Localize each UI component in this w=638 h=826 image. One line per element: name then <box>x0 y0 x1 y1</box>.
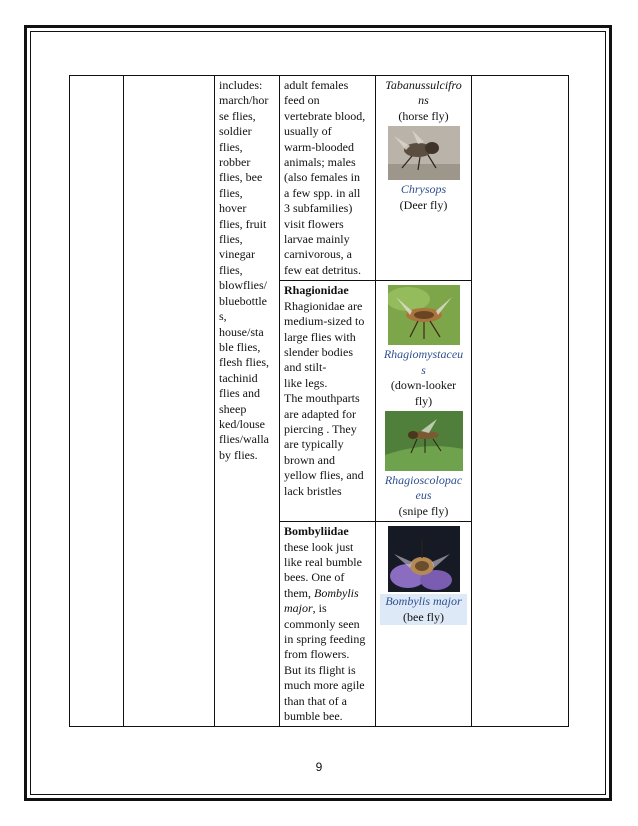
description-line: in spring feeding <box>284 631 366 646</box>
examples-line: robber <box>219 155 251 170</box>
species-name: s <box>421 362 426 377</box>
fly-classification-table <box>69 75 569 727</box>
description-line: and stilt- <box>284 360 327 375</box>
common-name: fly) <box>414 393 433 408</box>
examples-line: s, <box>219 309 227 324</box>
down-looker-fly-photo <box>388 285 460 345</box>
description-text: them, <box>284 585 314 600</box>
description-line: from flowers. <box>284 647 350 662</box>
bombyliidae-description-cell <box>280 522 376 727</box>
description-line: yellow flies, and <box>284 468 364 483</box>
examples-line: ked/louse <box>219 416 265 431</box>
description-line: bees. One of <box>284 570 345 585</box>
description-line: medium-sized to <box>284 314 365 329</box>
examples-cell <box>215 76 280 727</box>
description-line: animals; males <box>284 155 356 170</box>
species-name-inline: Bombylis <box>314 585 359 600</box>
tabanidae-species-cell <box>376 76 472 281</box>
examples-line: bluebottle <box>219 293 267 308</box>
tabanidae-description-cell <box>280 76 376 281</box>
description-line: than that of a <box>284 693 347 708</box>
examples-line: flies, <box>219 262 243 277</box>
examples-line: hover <box>219 201 247 216</box>
examples-line: flies and <box>219 386 260 401</box>
common-name: (snipe fly) <box>398 503 449 518</box>
description-line <box>284 601 371 616</box>
examples-line: includes: <box>219 78 263 92</box>
description-line: these look just <box>284 539 354 554</box>
page-number: 9 <box>315 760 323 774</box>
description-line: But its flight is <box>284 662 356 677</box>
description-line: few eat detritus. <box>284 262 361 277</box>
description-line: The mouthparts <box>284 391 360 406</box>
species-name: eus <box>415 488 432 503</box>
species-name: Bombylis major <box>380 594 467 609</box>
examples-line: flesh flies, <box>219 355 269 370</box>
description-line: like legs. <box>284 375 328 390</box>
description-line: carnivorous, a <box>284 247 352 262</box>
species-name: ns <box>418 93 429 108</box>
examples-line: soldier <box>219 124 252 139</box>
description-line: are typically <box>284 437 344 452</box>
description-line: adult females <box>284 78 349 92</box>
examples-line: vinegar <box>219 247 255 262</box>
rhagionidae-description-cell <box>280 281 376 522</box>
col6-cell <box>472 76 569 727</box>
examples-line: flies, <box>219 232 243 247</box>
examples-line: tachinid <box>219 370 258 385</box>
common-name: (horse fly) <box>398 108 449 123</box>
common-name: (Deer fly) <box>399 197 448 212</box>
description-text: , is <box>312 601 327 616</box>
description-line: larvae mainly <box>284 232 350 247</box>
examples-line: by flies. <box>219 447 258 462</box>
description-line: (also females in <box>284 170 360 185</box>
examples-line: ble flies, <box>219 339 261 354</box>
description-line: a few spp. in all <box>284 185 361 200</box>
description-line: feed on <box>284 93 320 108</box>
description-line: lack bristles <box>284 483 342 498</box>
description-line: piercing . They <box>284 421 357 436</box>
common-name: (down-looker <box>390 378 457 393</box>
examples-line: march/hor <box>219 93 269 108</box>
examples-line: blowflies/ <box>219 278 267 293</box>
deer-fly-photo <box>388 126 460 180</box>
examples-line: flies, <box>219 139 243 154</box>
species-name: Rhagiomystaceu <box>383 347 464 362</box>
description-line: much more agile <box>284 678 365 693</box>
description-line <box>284 586 371 601</box>
species-name: Rhagioscolopac <box>384 472 463 487</box>
description-line: slender bodies <box>284 344 353 359</box>
description-line: warm-blooded <box>284 139 354 154</box>
description-line: visit flowers <box>284 216 344 231</box>
common-name: (bee fly) <box>380 610 467 625</box>
examples-line: house/sta <box>219 324 264 339</box>
description-line: usually of <box>284 124 332 139</box>
description-line: are adapted for <box>284 406 356 421</box>
description-line: commonly seen <box>284 616 360 631</box>
examples-line: flies, fruit <box>219 216 267 231</box>
description-line: vertebrate blood, <box>284 108 366 123</box>
examples-line: flies, bee <box>219 170 263 185</box>
examples-line: sheep <box>219 401 247 416</box>
bombyliidae-species-cell <box>376 522 472 727</box>
species-name: Tabanussulcifro <box>385 78 462 92</box>
family-name: Bombyliidae <box>284 524 349 539</box>
table-row <box>70 76 569 281</box>
bee-fly-photo <box>388 526 460 592</box>
family-name: Rhagionidae <box>284 283 349 298</box>
examples-line: se flies, <box>219 108 256 123</box>
description-line: brown and <box>284 452 335 467</box>
col1-cell <box>70 76 124 727</box>
description-line: large flies with <box>284 329 356 344</box>
examples-line: flies/walla <box>219 432 269 447</box>
examples-line: flies, <box>219 185 243 200</box>
description-line: Rhagionidae are <box>284 298 363 313</box>
description-line: like real bumble <box>284 554 362 569</box>
description-line: bumble bee. <box>284 709 343 723</box>
species-name-inline: major <box>284 601 313 616</box>
species-name: Chrysops <box>400 182 447 197</box>
col2-cell <box>124 76 215 727</box>
rhagionidae-species-cell <box>376 281 472 522</box>
description-line: 3 subfamilies) <box>284 201 353 216</box>
snipe-fly-photo <box>385 411 463 471</box>
